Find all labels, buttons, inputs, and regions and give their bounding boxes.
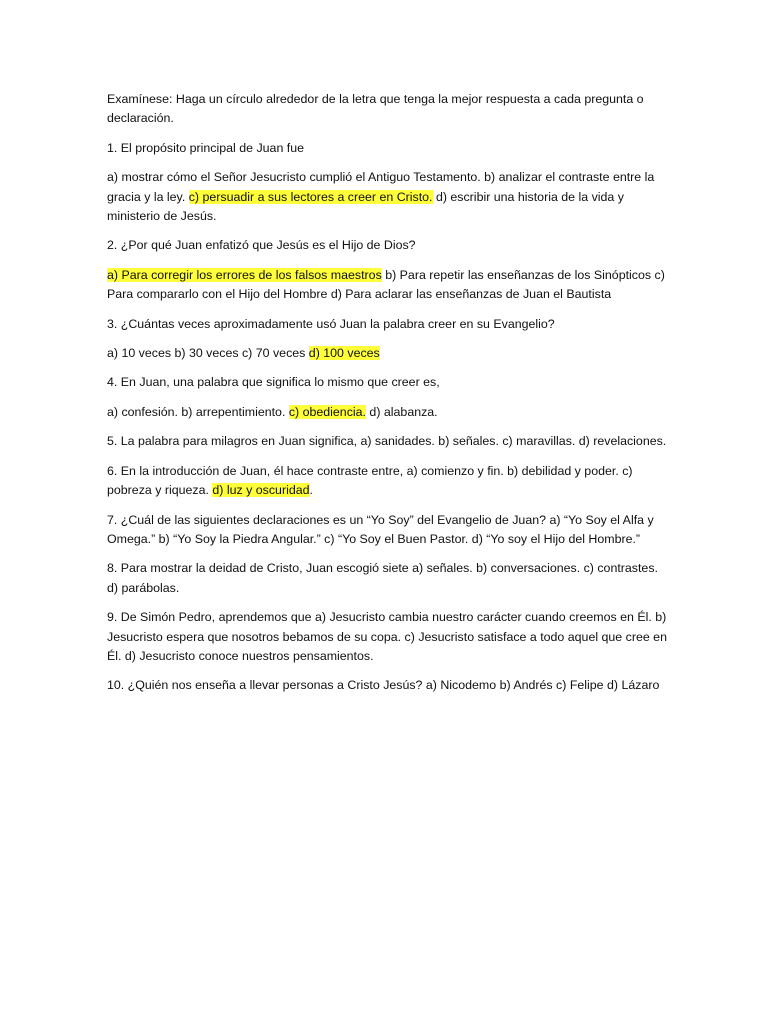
text-run: 10. ¿Quién nos enseña a llevar personas a Cristo Jesús? a) Nicodemo b) Andrés c) Felipe d) Lázaro [107,678,660,693]
instructions [107,90,667,129]
text-run: b) Para repetir las enseñanzas de los Sinópticos c) Para compararlo con el Hijo del Hombre d) Para aclarar las enseñanzas de Juan el Bautista [107,267,665,302]
text-run: a) confesión. b) arrepentimiento. [107,404,289,419]
text-run: 6. En la introducción de Juan, él hace contraste entre, a) comienzo y fin. b) debilidad y poder. c) pobreza y riqueza. [107,463,633,498]
question-3 [107,315,667,334]
question-5 [107,432,667,451]
highlighted-answer: c) obediencia. [288,404,366,419]
text-run: 5. La palabra para milagros en Juan significa, a) sanidades. b) señales. c) maravillas. d) revelaciones. [107,434,667,449]
text-run: d) alabanza. [365,404,438,419]
question-4 [107,373,667,392]
question-9 [107,608,667,666]
text-run: 4. En Juan, una palabra que significa lo mismo que creer es, [107,375,440,390]
text-run: 3. ¿Cuántas veces aproximadamente usó Juan la palabra creer en su Evangelio? [107,316,555,331]
text-run: Examínese: Haga un círculo alrededor de la letra que tenga la mejor respuesta a cada pregunta o declaración. [107,92,644,126]
highlighted-answer: c) persuadir a sus lectores a creer en Cristo. [188,189,433,204]
answers-3 [107,344,667,363]
question-10 [107,676,667,695]
question-7 [107,511,667,550]
text-run: a) mostrar cómo el Señor Jesucristo cumplió el Antiguo Testamento. b) analizar el contraste entre la gracia y la ley. [107,170,655,204]
text-run: 1. El propósito principal de Juan fue [107,140,304,155]
text-run: . [309,483,313,498]
answers-2 [107,266,667,305]
question-2 [107,236,667,255]
highlighted-answer: a) Para corregir los errores de los falsos maestros [107,267,382,282]
highlighted-answer: d) luz y oscuridad [212,483,310,498]
answers-4 [107,403,667,422]
question-1 [107,139,667,158]
text-run: 2. ¿Por qué Juan enfatizó que Jesús es el Hijo de Dios? [107,238,416,253]
text-run: 7. ¿Cuál de las siguientes declaraciones es un “Yo Soy” del Evangelio de Juan? a) “Yo Soy el Alfa y Omega.” b) “Yo Soy la Piedra Angular.” c) “Yo Soy el Buen Pastor. d) “Yo soy el Hijo del Hombre.” [107,512,654,546]
question-6 [107,462,667,501]
text-run: 9. De Simón Pedro, aprendemos que a) Jesucristo cambia nuestro carácter cuando creemos en Él. b) Jesucristo espera que nosotros bebamos de su copa. c) Jesucristo satisface a todo aquel que cree en Él. d) Jesucristo conoce nuestros pensamientos. [107,610,667,663]
question-8 [107,559,667,598]
text-run: 8. Para mostrar la deidad de Cristo, Juan escogió siete a) señales. b) conversaciones. c) contrastes. d) parábolas. [107,561,658,595]
exam-document [107,90,667,706]
highlighted-answer: d) 100 veces [308,346,380,361]
answers-1 [107,168,667,226]
text-run: d) escribir una historia de la vida y ministerio de Jesús. [107,189,624,224]
text-run: a) 10 veces b) 30 veces c) 70 veces [107,346,309,361]
